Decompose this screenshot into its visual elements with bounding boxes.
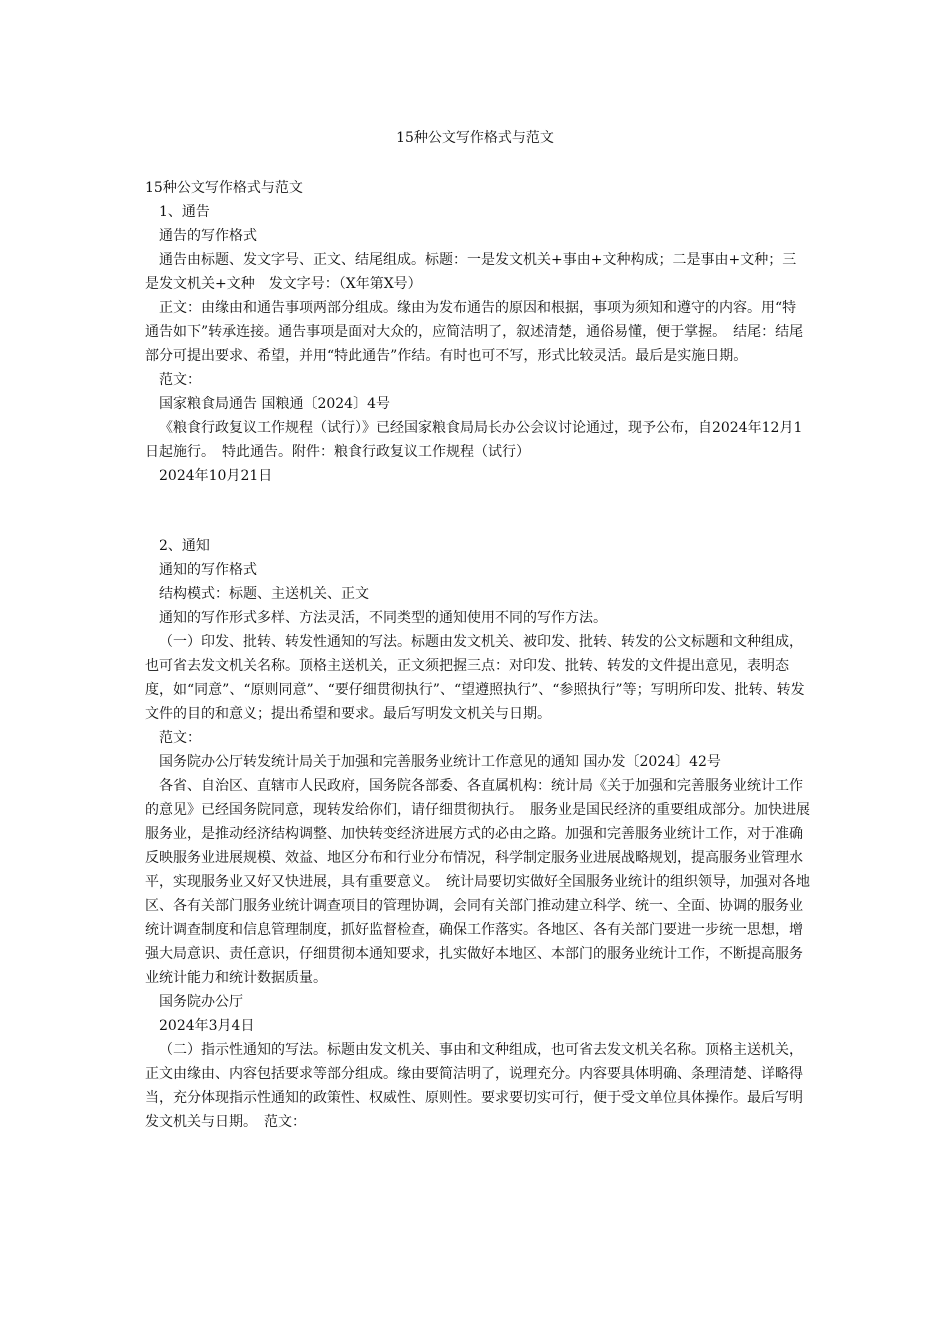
spacer [145,488,810,512]
signature-org: 国务院办公厅 [159,994,243,1010]
paragraph: 通告由标题、发文字号、正文、结尾组成。标题：一是发文机关+事由+文种构成；二是事由+文种；三是发文机关+文种 发文字号：（X年第X号） [145,252,797,292]
sample-label: 范文： [159,730,201,746]
date-line: 2024年3月4日 [159,1018,255,1034]
subheading-notice-format: 通告的写作格式 [159,228,257,244]
date-line: 2024年10月21日 [159,468,273,484]
paragraph: （二）指示性通知的写法。标题由发文机关、事由和文种组成，也可省去发文机关名称。顶格主送机关，正文由缘由、内容包括要求等部分组成。缘由要简洁明了，说理充分。内容要具体明确、条理清楚、详略得当，充分体现指示性通知的政策性、权威性、原则性。要求要切实可行，便于受文单位具体操作。最后写明发文机关与日期。 范文： [145,1042,803,1130]
sample-title: 国务院办公厅转发统计局关于加强和完善服务业统计工作意见的通知 国办发〔2024〕42号 [159,754,721,770]
paragraph: 结构模式：标题、主送机关、正文 [159,586,369,602]
paragraph: 《粮食行政复议工作规程（试行）》已经国家粮食局局长办公会议讨论通过，现予公布，自2024年12月1日起施行。 特此通告。附件：粮食行政复议工作规程（试行） [145,420,803,460]
section-heading-notification: 2、通知 [159,538,210,554]
paragraph: 各省、自治区、直辖市人民政府，国务院各部委、各直属机构：统计局《关于加强和完善服务业统计工作的意见》已经国务院同意，现转发给你们，请仔细贯彻执行。 服务业是国民经济的重要组成部分。加快进展服务业，是推动经济结构调整、加快转变经济进展方式的必由之路。加强和完善服务业统计工作，对于准确反映服务业进展规模、效益、地区分布和行业分布情况，科学制定服务业进展战略规划，提高服务业管理水平，实现服务业又好又快进展，具有重要意义。 统计局要切实做好全国服务业统计的组织领导，加强对各地区、各有关部门服务业统计调查项目的管理协调，会同有关部门推动建立科学、统一、全面、协调的服务业统计调查制度和信息管理制度，抓好监督检查，确保工作落实。各地区、各有关部门要进一步统一思想，增强大局意识、责任意识，仔细贯彻本通知要求，扎实做好本地区、本部门的服务业统计工作，不断提高服务业统计能力和统计数据质量。 [145,778,810,986]
spacer [145,512,810,534]
paragraph: （一）印发、批转、转发性通知的写法。标题由发文机关、被印发、批转、转发的公文标题和文种组成，也可省去发文机关名称。顶格主送机关，正文须把握三点：对印发、批转、转发的文件提出意见，表明态度，如“同意”、“原则同意”、“要仔细贯彻执行”、“望遵照执行”、“参照执行”等；写明所印发、批转、转发文件的目的和意义；提出希望和要求。最后写明发文机关与日期。 [145,634,805,722]
document-title: 15种公文写作格式与范文 [396,130,554,146]
sample-label: 范文： [159,372,201,388]
sample-title: 国家粮食局通告 国粮通〔2024〕4号 [159,396,390,412]
section-heading-notice: 1、通告 [159,204,210,220]
paragraph: 通知的写作形式多样、方法灵活，不同类型的通知使用不同的写作方法。 [159,610,607,626]
subheading-notification-format: 通知的写作格式 [159,562,257,578]
document-body [145,176,810,1134]
heading-intro: 15种公文写作格式与范文 [145,180,303,196]
paragraph: 正文：由缘由和通告事项两部分组成。缘由为发布通告的原因和根据，事项为须知和遵守的内容。用“特通告如下”转承连接。通告事项是面对大众的，应简洁明了，叙述清楚，通俗易懂，便于掌握。 结尾：结尾部分可提出要求、希望，并用“特此通告”作结。有时也可不写，形式比较灵活。最后是实施日期。 [145,300,804,364]
